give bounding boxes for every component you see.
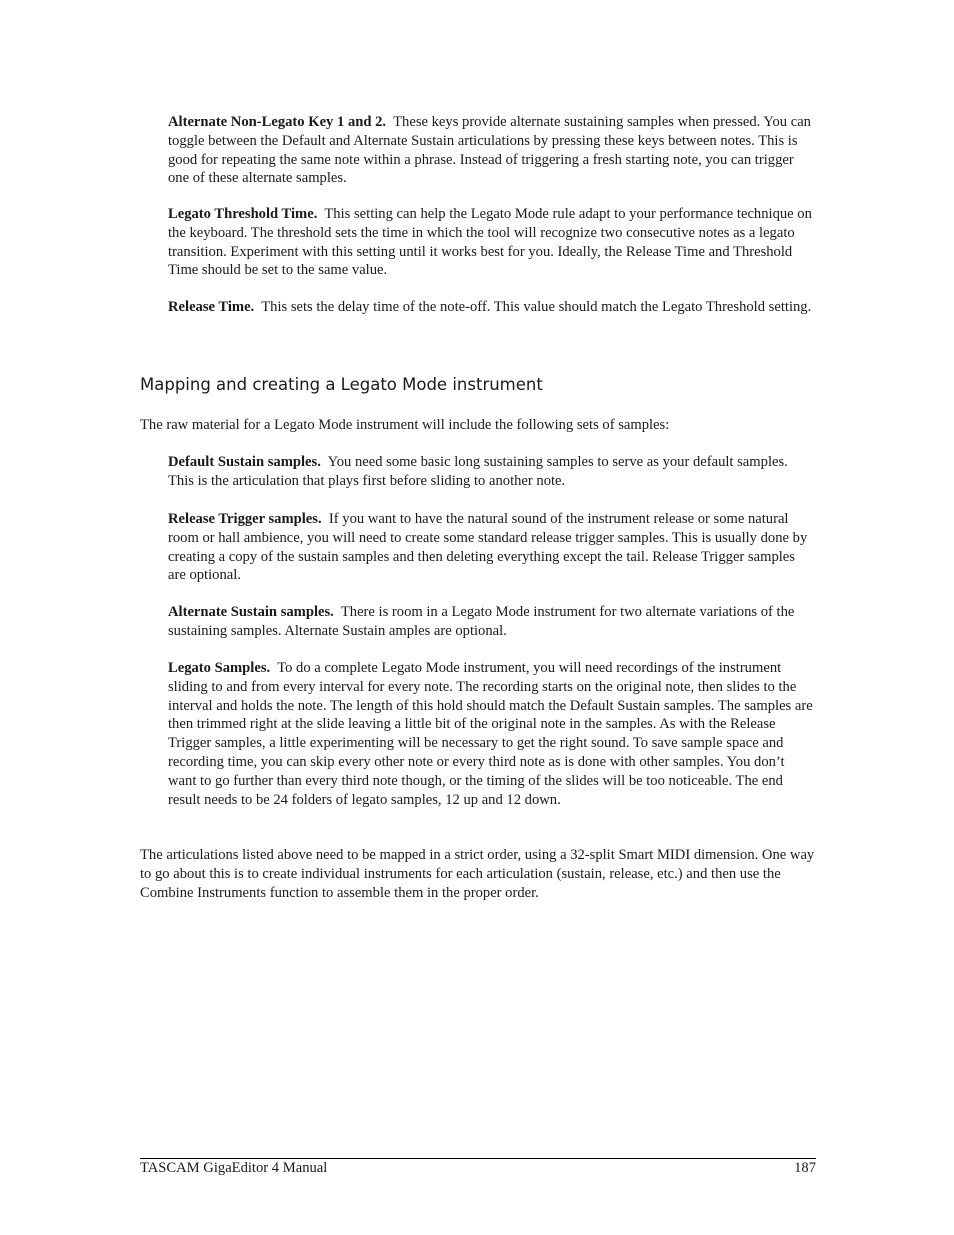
term-text: There is room in a Legato Mode instrument for two alternate variations of the sustaining samples. Alternate Sustain amples are optional. bbox=[168, 604, 795, 639]
section-heading: Mapping and creating a Legato Mode instrument bbox=[140, 375, 543, 394]
footer-divider bbox=[140, 1158, 816, 1159]
footer-title: TASCAM GigaEditor 4 Manual bbox=[140, 1160, 328, 1176]
term-release-trigger bbox=[168, 510, 816, 585]
term-label: Legato Samples. bbox=[168, 660, 271, 676]
term-alternate-non-legato bbox=[168, 113, 816, 188]
term-text: This sets the delay time of the note-off. This value should match the Legato Threshold setting. bbox=[261, 299, 812, 315]
lead-paragraph bbox=[140, 416, 816, 435]
closing-text: The articulations listed above need to be mapped in a strict order, using a 32-split Smart MIDI dimension. One way to go about this is to create individual instruments for each articulation (sustain, release, etc.) and then use the Combine Instruments function to assemble them in the proper order. bbox=[140, 847, 815, 901]
term-alternate-sustain bbox=[168, 603, 816, 641]
term-text: To do a complete Legato Mode instrument, you will need recordings of the instrument sliding to and from every interval for every note. The recording starts on the original note, then slides to the interval and holds the note. The length of this hold should match the Default Sustain samples. The samples are then trimmed right at the slide leaving a little bit of the original note in the samples. As with the Release Trigger samples, a little experimenting will be necessary to get the right sound. To save sample space and recording time, you can skip every other note or every third note as is done with other samples. You don’t want to go further than every third note though, or the timing of the slides will be too noticeable. The end result needs to be 24 folders of legato samples, 12 up and 12 down. bbox=[168, 660, 813, 808]
term-text: You need some basic long sustaining samples to serve as your default samples. This is the articulation that plays first before sliding to another note. bbox=[168, 454, 788, 489]
closing-paragraph bbox=[140, 846, 816, 902]
term-label: Release Trigger samples. bbox=[168, 511, 322, 527]
term-legato-samples bbox=[168, 659, 816, 809]
term-label: Default Sustain samples. bbox=[168, 454, 321, 470]
term-label: Legato Threshold Time. bbox=[168, 206, 318, 222]
term-release-time bbox=[168, 298, 816, 317]
lead-text: The raw material for a Legato Mode instrument will include the following sets of samples: bbox=[140, 417, 670, 433]
term-label: Release Time. bbox=[168, 299, 255, 315]
term-default-sustain bbox=[168, 453, 816, 491]
term-label: Alternate Sustain samples. bbox=[168, 604, 334, 620]
term-label: Alternate Non-Legato Key 1 and 2. bbox=[168, 114, 387, 130]
term-text: This setting can help the Legato Mode rule adapt to your performance technique on the keyboard. The threshold sets the time in which the tool will recognize two consecutive notes as a legato transition. Experiment with this setting until it works best for you. Ideally, the Release Time and Threshold Time should be set to the same value. bbox=[168, 206, 812, 279]
term-text: If you want to have the natural sound of the instrument release or some natural room or hall ambience, you will need to create some standard release trigger samples. This is usually done by creating a copy of the sustain samples and then deleting everything except the tail. Release Trigger samples are optional. bbox=[168, 511, 808, 584]
page-number: 187 bbox=[794, 1160, 816, 1176]
term-text: These keys provide alternate sustaining samples when pressed. You can toggle between the Default and Alternate Sustain articulations by pressing these keys between notes. This is good for repeating the same note within a phrase. Instead of triggering a fresh starting note, you can trigger one of these alternate samples. bbox=[168, 114, 811, 187]
term-legato-threshold-time bbox=[168, 205, 816, 280]
